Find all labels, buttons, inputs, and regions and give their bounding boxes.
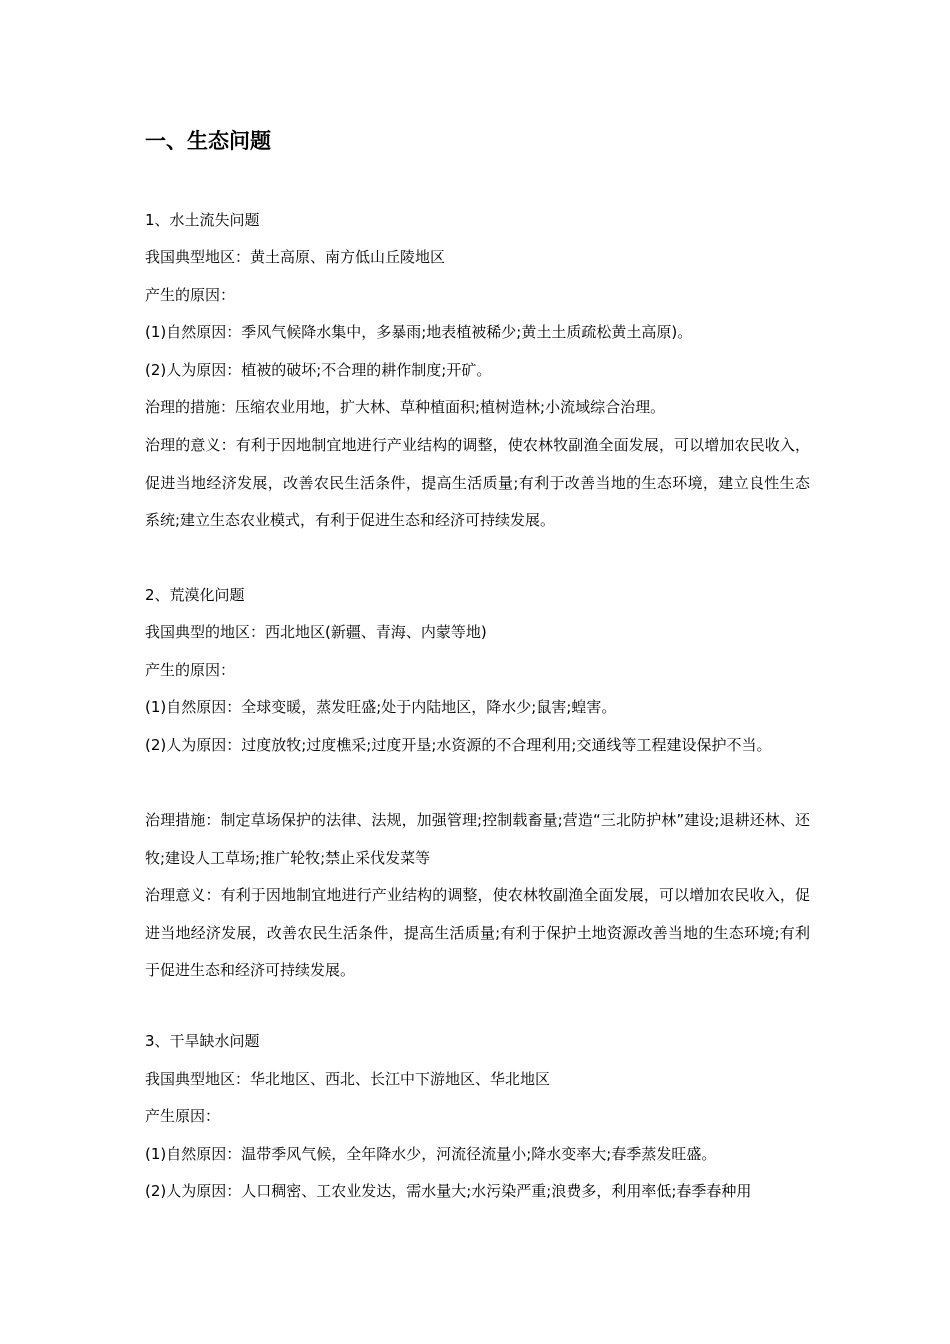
section-1-human-cause: (2)人为原因：植被的破坏;不合理的耕作制度;开矿。 (145, 361, 492, 379)
section-1-measures: 治理的措施：压缩农业用地，扩大林、草种植面积;植树造林;小流域综合治理。 (145, 398, 666, 416)
section-3-human-cause: (2)人为原因：人口稠密、工农业发达，需水量大;水污染严重;浪费多，利用率低;春季春种用 (145, 1182, 752, 1200)
section-2-region: 我国典型的地区：西北地区(新疆、青海、内蒙等地) (145, 623, 487, 641)
section-2-cause-label: 产生的原因： (145, 661, 236, 679)
section-2-human-cause: (2)人为原因：过度放牧;过度樵采;过度开垦;水资源的不合理利用;交通线等工程建设保护不当。 (145, 736, 772, 754)
section-1-region: 我国典型地区：黄土高原、南方低山丘陵地区 (145, 248, 446, 266)
section-2-heading: 2、荒漠化问题 (145, 586, 245, 604)
section-2-significance: 治理意义：有利于因地制宜地进行产业结构的调整，使农林牧副渔全面发展，可以增加农民收入，促进当地经济发展，改善农民生活条件，提高生活质量;有利于保护土地资源改善当地的生态环境;有利于促进生态和经济可持续发展。 (145, 886, 810, 979)
section-2-measures: 治理措施：制定草场保护的法律、法规，加强管理;控制载畜量;营造“三北防护林”建设;退耕还林、还牧;建设人工草场;推广轮牧;禁止采伐发菜等 (145, 811, 810, 867)
section-1-natural-cause: (1)自然原因：季风气候降水集中，多暴雨;地表植被稀少;黄土土质疏松黄土高原)。 (145, 323, 693, 341)
section-2-natural-cause: (1)自然原因：全球变暖，蒸发旺盛;处于内陆地区，降水少;鼠害;蝗害。 (145, 698, 617, 716)
section-1-significance: 治理的意义：有利于因地制宜地进行产业结构的调整，使农林牧副渔全面发展，可以增加农民收入，促进当地经济发展，改善农民生活条件，提高生活质量;有利于改善当地的生态环境，建立良性生态系统;建立生态农业模式，有利于促进生态和经济可持续发展。 (145, 436, 810, 529)
section-3-cause-label: 产生原因： (145, 1107, 221, 1125)
section-3-heading: 3、干旱缺水问题 (145, 1032, 260, 1050)
section-3-region: 我国典型地区：华北地区、西北、长江中下游地区、华北地区 (145, 1070, 551, 1088)
section-1-cause-label: 产生的原因： (145, 286, 236, 304)
page-title: 一、生态问题 (145, 129, 271, 153)
section-1-heading: 1、水土流失问题 (145, 211, 260, 229)
section-3-natural-cause: (1)自然原因：温带季风气候，全年降水少，河流径流量小;降水变率大;春季蒸发旺盛。 (145, 1145, 717, 1163)
